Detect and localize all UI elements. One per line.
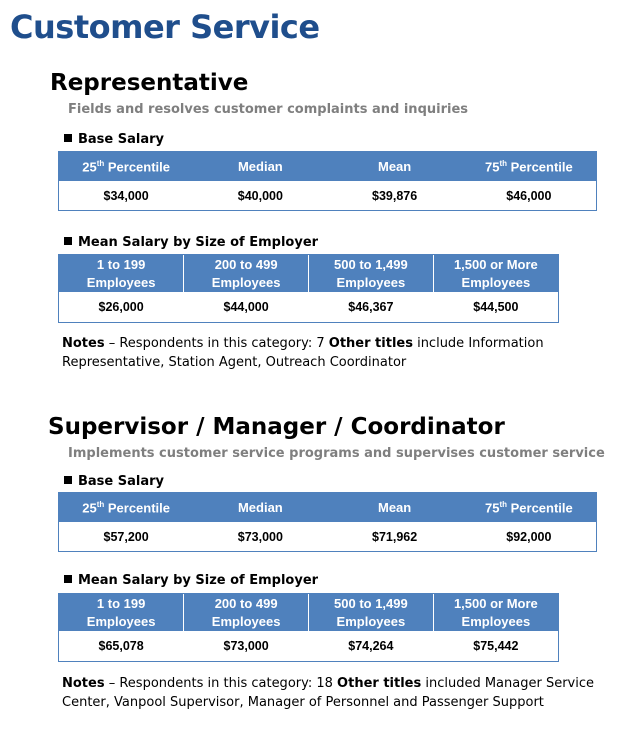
base-salary-label: Base Salary [64,474,164,489]
value-200-to-499: $44,000 [184,292,309,322]
value-200-to-499: $73,000 [184,631,309,661]
header-mean: Mean [328,493,462,522]
value-75th-percentile: $92,000 [462,522,596,551]
value-25th-percentile: $34,000 [59,181,193,210]
value-500-to-1499: $74,264 [309,631,434,661]
base-salary-label: Base Salary [64,132,164,147]
table-row [59,292,558,322]
header-75th-percentile: 75th Percentile [462,493,596,522]
base-salary-table [59,152,596,210]
employer-size-label: Mean Salary by Size of Employer [64,235,318,250]
header-500-to-1499: 500 to 1,499 Employees [309,255,434,292]
job-description: Fields and resolves customer complaints and inquiries [68,102,469,117]
header-mean: Mean [328,152,462,181]
header-1500-or-more: 1,500 or More Employees [433,255,558,292]
table-row [59,631,558,661]
base-salary-table [59,493,596,551]
value-mean: $71,962 [328,522,462,551]
employer-size-table [59,594,558,661]
job-title: Representative [50,70,249,96]
employer-size-label: Mean Salary by Size of Employer [64,573,318,588]
header-25th-percentile: 25th Percentile [59,152,193,181]
value-median: $73,000 [193,522,327,551]
value-1-to-199: $26,000 [59,292,184,322]
value-1500-or-more: $44,500 [433,292,558,322]
job-description: Implements customer service programs and supervises customer service [68,446,605,461]
table-header-row [59,493,596,522]
bullet-square-icon [64,237,72,245]
header-200-to-499: 200 to 499 Employees [184,255,309,292]
value-25th-percentile: $57,200 [59,522,193,551]
header-500-to-1499: 500 to 1,499 Employees [309,594,434,631]
employer-size-table [59,255,558,322]
bullet-square-icon [64,575,72,583]
value-median: $40,000 [193,181,327,210]
table-header-row [59,594,558,631]
notes-paragraph: Notes – Respondents in this category: 18 Other titles included Manager Service Center, Vanpool Supervisor, Manager of Personnel and Passenger Support [62,676,594,710]
value-mean: $39,876 [328,181,462,210]
header-75th-percentile: 75th Percentile [462,152,596,181]
header-1-to-199: 1 to 199 Employees [59,594,184,631]
header-25th-percentile: 25th Percentile [59,493,193,522]
bullet-square-icon [64,134,72,142]
table-row [59,181,596,210]
header-1500-or-more: 1,500 or More Employees [433,594,558,631]
header-median: Median [193,152,327,181]
bullet-square-icon [64,476,72,484]
header-median: Median [193,493,327,522]
value-75th-percentile: $46,000 [462,181,596,210]
value-1-to-199: $65,078 [59,631,184,661]
value-500-to-1499: $46,367 [309,292,434,322]
header-1-to-199: 1 to 199 Employees [59,255,184,292]
table-header-row [59,152,596,181]
table-row [59,522,596,551]
job-title: Supervisor / Manager / Coordinator [48,414,505,440]
page-title: Customer Service [10,8,320,46]
table-header-row [59,255,558,292]
header-200-to-499: 200 to 499 Employees [184,594,309,631]
notes-paragraph: Notes – Respondents in this category: 7 Other titles include Information Representative, Station Agent, Outreach Coordinator [62,336,544,370]
value-1500-or-more: $75,442 [433,631,558,661]
